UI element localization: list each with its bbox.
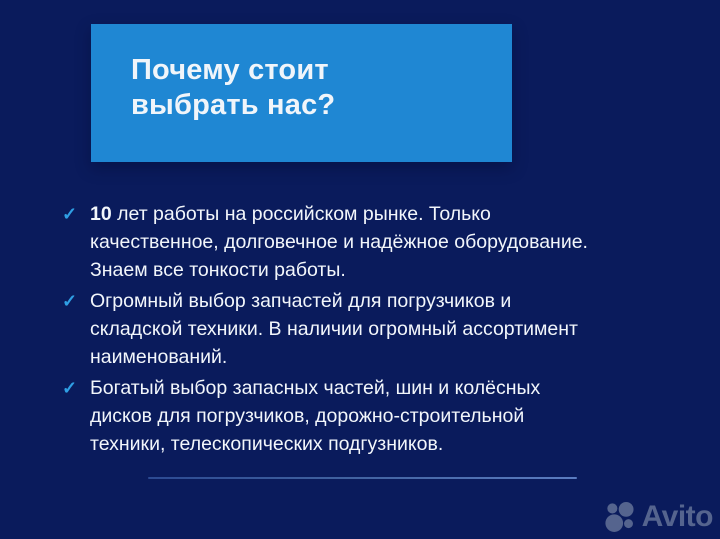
header-box	[91, 24, 512, 162]
bullet-line: Богатый выбор запасных частей, шин и колёсных	[90, 377, 541, 399]
bullet-list	[62, 200, 670, 461]
bullet-line: качественное, долговечное и надёжное оборудование.	[90, 231, 588, 253]
bullet-line: 10 лет работы на российском рынке. Только	[90, 203, 491, 225]
bullet-text	[90, 374, 670, 458]
list-item	[62, 374, 670, 458]
divider-line	[148, 477, 577, 479]
bullet-line: Огромный выбор запчастей для погрузчиков и	[90, 290, 512, 312]
checkmark-icon: ✓	[62, 378, 78, 398]
bullet-text	[90, 200, 670, 284]
bullet-line: дисков для погрузчиков, дорожно-строительной	[90, 405, 525, 427]
bullet-lead-number: 10	[90, 203, 112, 225]
page-title-line-1: Почему стоит	[131, 54, 329, 86]
avito-logo-text: Avito	[641, 499, 713, 533]
bullet-line: техники, телескопических подгузников.	[90, 433, 444, 455]
bullet-line: наименований.	[90, 346, 228, 368]
list-item	[62, 287, 670, 371]
list-item	[62, 200, 670, 284]
checkmark-icon: ✓	[62, 204, 78, 224]
bullet-line: складской техники. В наличии огромный ассортимент	[90, 318, 578, 340]
page-title-line-2: выбрать нас?	[131, 89, 336, 121]
bullet-text	[90, 287, 670, 371]
avito-logo-icon	[600, 498, 638, 535]
page-title	[131, 53, 335, 123]
avito-logo	[600, 498, 713, 535]
bullet-line: Знаем все тонкости работы.	[90, 259, 346, 281]
checkmark-icon: ✓	[62, 291, 78, 311]
